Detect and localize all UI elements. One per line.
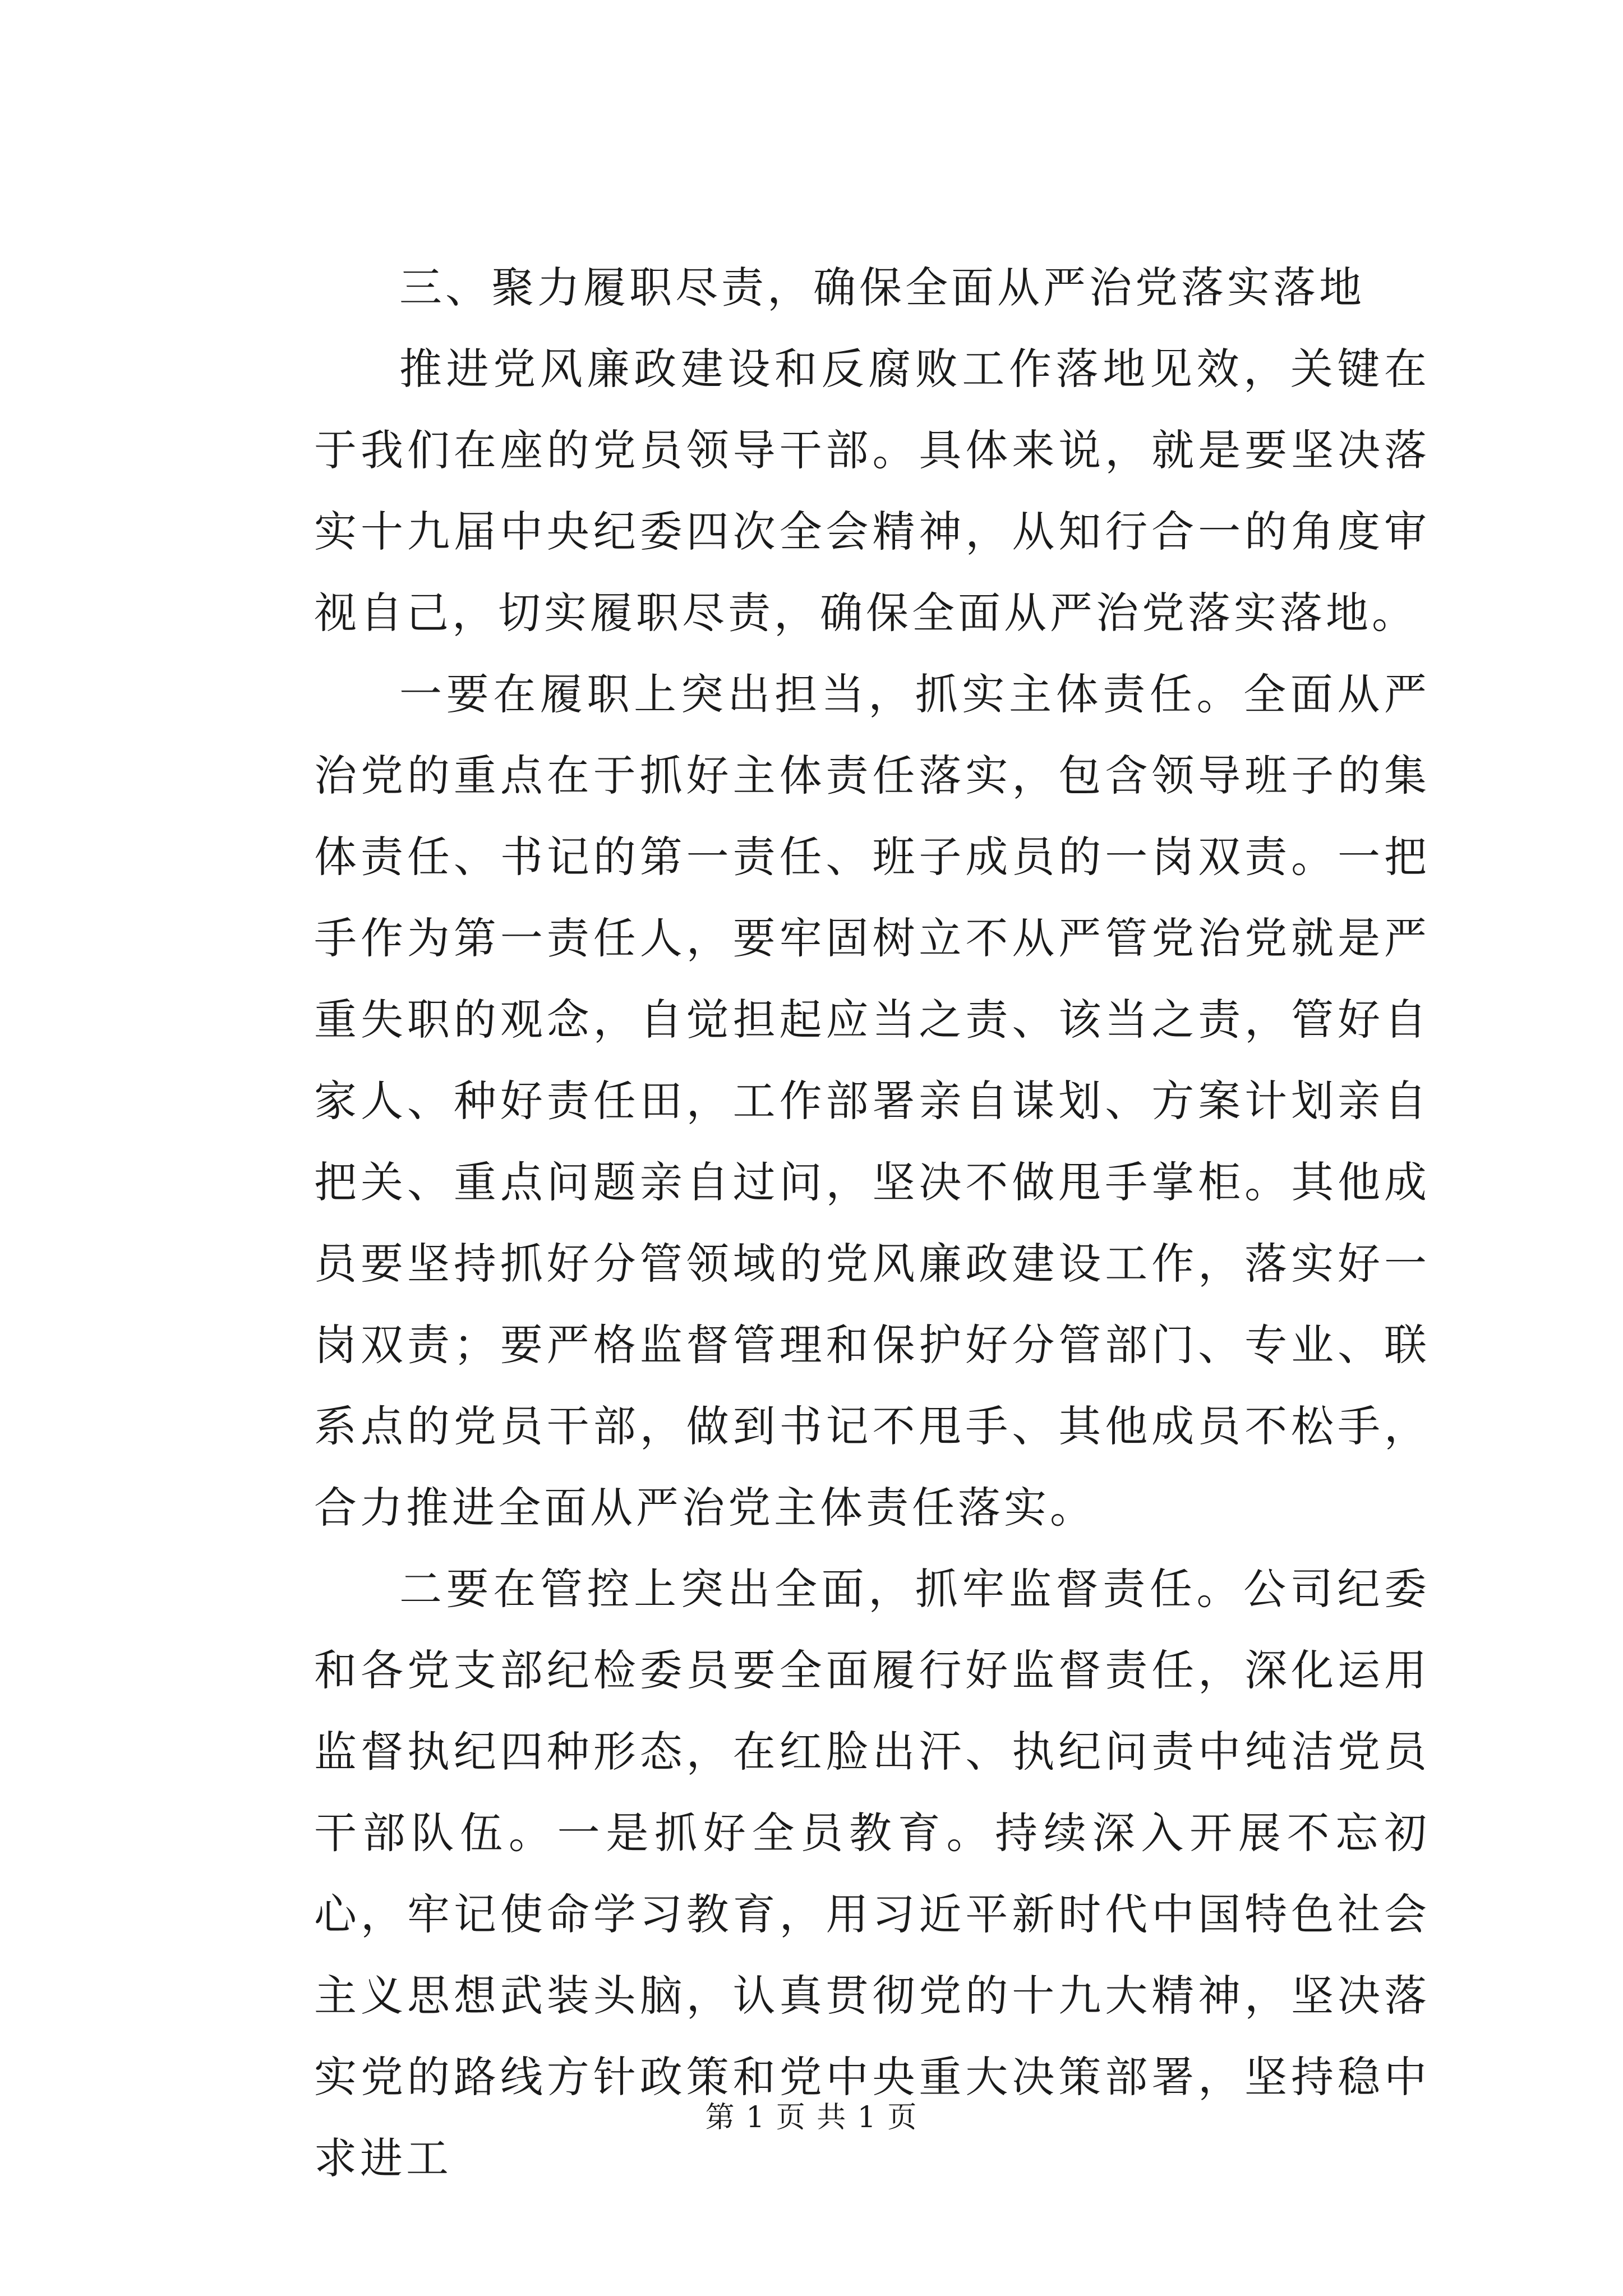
paragraph-main-responsibility: 一要在履职上突出担当，抓实主体责任。全面从严治党的重点在于抓好主体责任落实，包含领导班子的集体责任、书记的第一责任、班子成员的一岗双责。一把手作为第一责任人，要牢固树立不从严管党治党就是严重失职的观念，自觉担起应当之责、该当之责，管好自家人、种好责任田，工作部署亲自谋划、方案计划亲自把关、重点问题亲自过问，坚决不做甩手掌柜。其他成员要坚持抓好分管领域的党风廉政建设工作，落实好一岗双责；要严格监督管理和保护好分管部门、专业、联系点的党员干部，做到书记不甩手、其他成员不松手，合力推进全面从严治党主体责任落实。 — [314, 669, 1430, 1533]
paragraph-supervision-responsibility: 二要在管控上突出全面，抓牢监督责任。公司纪委和各党支部纪检委员要全面履行好监督责任，深化运用监督执纪四种形态，在红脸出汗、执纪问责中纯洁党员干部队伍。一是抓好全员教育。持续深入开展不忘初心，牢记使命学习教育，用习近平新时代中国特色社会主义思想武装头脑，认真贯彻党的十九大精神，坚决落实党的路线方针政策和党中央重大决策部署，坚持稳中求进工 — [314, 1564, 1430, 2183]
document-body — [314, 247, 1430, 2199]
section-heading: 三、聚力履职尽责，确保全面从严治党落实落地 — [399, 263, 1365, 312]
paragraph-intro: 推进党风廉政建设和反腐败工作落地见效，关键在于我们在座的党员领导干部。具体来说，就是要坚决落实十九届中央纪委四次全会精神，从知行合一的角度审视自己，切实履职尽责，确保全面从严治党落实落地。 — [314, 344, 1430, 638]
page-footer: 第 1 页 共 1 页 — [705, 2101, 918, 2134]
